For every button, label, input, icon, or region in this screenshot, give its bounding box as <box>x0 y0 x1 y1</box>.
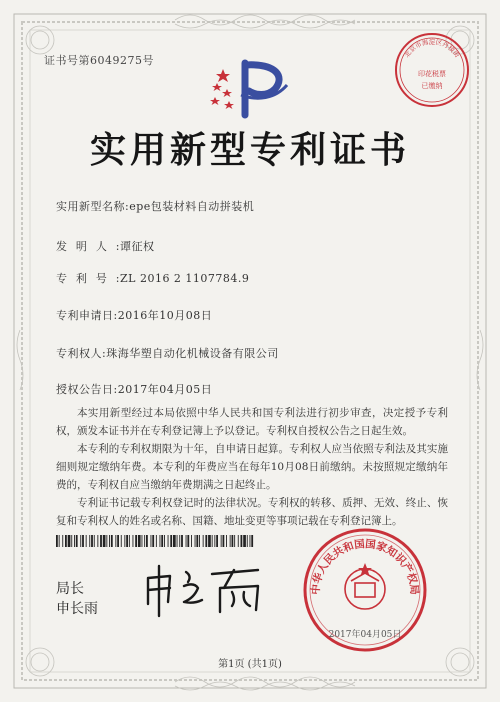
body-paragraph-1: 本实用新型经过本局依照中华人民共和国专利法进行初步审查，决定授予专利权，颁发本证书并在专利登记簿上予以登记。专利权自授权公告之日起生效。 <box>56 407 448 437</box>
official-seal-icon <box>300 525 430 655</box>
patent-office-logo-icon <box>205 55 295 120</box>
utility-model-name-row <box>56 198 254 214</box>
filing-date-label: 专利申请日: <box>56 309 118 322</box>
announcement-date-row <box>56 381 212 397</box>
patentee-row <box>56 345 279 361</box>
svg-text:印花税票: 印花税票 <box>418 70 446 78</box>
announcement-date-value: 2017年04月05日 <box>117 383 213 396</box>
handwritten-signature-icon <box>140 560 270 620</box>
patent-number-label: 专利号: <box>56 272 120 285</box>
certificate-number: 证书号第6049275号 <box>44 54 154 67</box>
inventor-row <box>56 238 155 254</box>
patentee-label: 专利权人: <box>56 347 107 360</box>
page-title: 实用新型专利证书 <box>89 129 410 171</box>
patent-number-row <box>56 270 249 286</box>
filing-date-value: 2016年10月08日 <box>117 309 213 322</box>
certificate-body <box>56 404 448 530</box>
svg-text:已缴纳: 已缴纳 <box>421 82 443 90</box>
seal-date: 2017年04月05日 <box>328 630 402 640</box>
signature-role: 局长 <box>56 581 84 597</box>
utility-model-name-value: epe包装材料自动拼装机 <box>129 200 255 213</box>
body-paragraph-3: 专利证书记载专利权登记时的法律状况。专利权的转移、质押、无效、终止、恢复和专利权人的姓名或名称、国籍、地址变更等事项记载在专利登记簿上。 <box>56 497 448 527</box>
inventor-value: 谭征权 <box>120 240 155 253</box>
patentee-value: 珠海华塑自动化机械设备有限公司 <box>106 347 279 360</box>
barcode-icon <box>56 535 256 547</box>
announcement-date-label: 授权公告日: <box>56 383 118 396</box>
body-paragraph-2: 本专利的专利权期限为十年，自申请日起算。专利权人应当依照专利法及其实施细则规定缴纳年费。本专利的年费应当在每年10月08日前缴纳。未按照规定缴纳年费的，专利权自应当缴纳年费期满之日起终止。 <box>56 443 448 491</box>
page-footer: 第1页 (共1页) <box>218 659 282 670</box>
svg-text:北京市海淀区丹棱街: 北京市海淀区丹棱街 <box>402 38 462 60</box>
inventor-label: 发明人: <box>56 240 120 253</box>
signatory-name: 申长雨 <box>56 601 98 617</box>
stamp-duty-seal-icon <box>392 30 472 110</box>
seal-text: 中华人民共和国国家知识产权局 <box>309 538 421 596</box>
patent-number-value: ZL 2016 2 1107784.9 <box>120 272 250 285</box>
filing-date-row <box>56 307 212 323</box>
utility-model-name-label: 实用新型名称: <box>56 200 130 213</box>
